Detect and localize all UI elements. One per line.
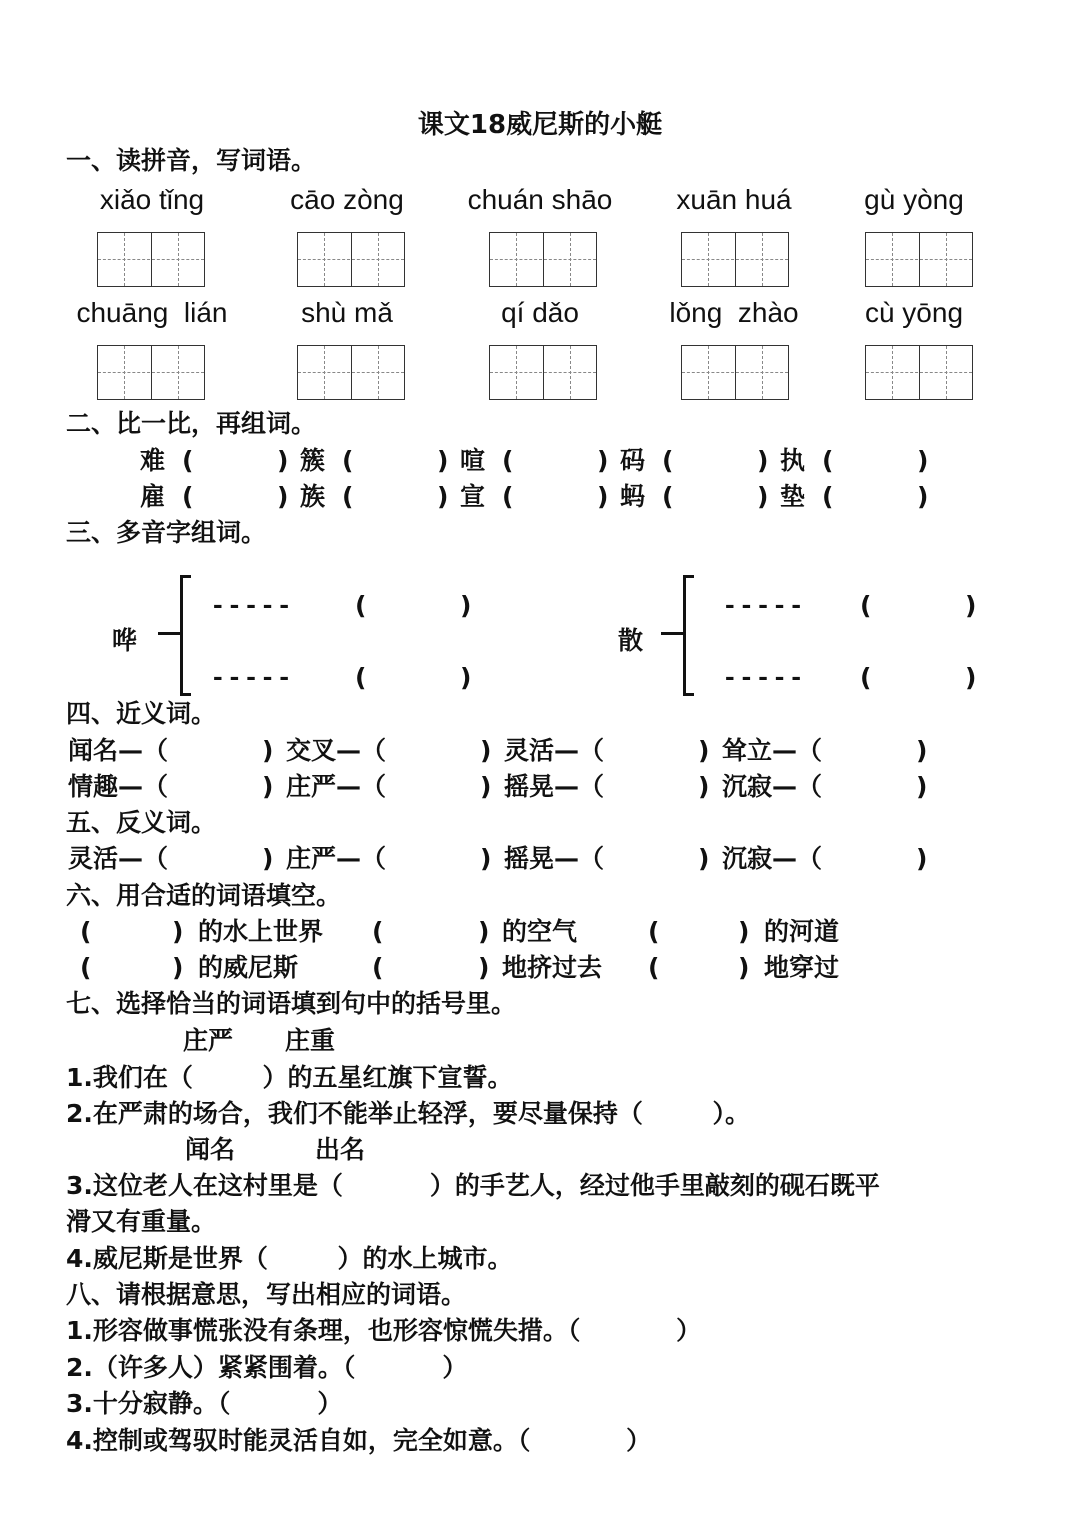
close-paren: ) [460, 663, 472, 692]
phrase-suffix: 的威尼斯 [198, 953, 299, 982]
character-grid-box[interactable] [865, 345, 973, 400]
character-grid-box[interactable] [489, 232, 597, 287]
word-pair: 交叉—（ [286, 736, 387, 765]
word-choice: 庄严 [183, 1026, 234, 1055]
pinyin-label: lǒng zhào [669, 297, 799, 328]
compare-char: 宣 [460, 482, 486, 511]
close-paren: ) [698, 736, 710, 765]
close-paren: ) [478, 917, 490, 946]
pinyin-label: gù yòng [864, 184, 964, 215]
section-1-heading: 一、读拼音，写词语。 [66, 146, 317, 175]
open-paren: ( [648, 917, 660, 946]
phrase-suffix: 地挤过去 [502, 953, 603, 982]
section-7-heading: 七、选择恰当的词语填到句中的括号里。 [66, 989, 517, 1018]
open-paren: ( [182, 446, 194, 475]
blank-line: ----- [722, 663, 806, 693]
compare-char: 蚂 [620, 482, 646, 511]
pinyin-label: xiǎo tǐng [99, 184, 205, 215]
word-pair: 闻名—（ [68, 736, 169, 765]
character-grid-box[interactable] [681, 232, 789, 287]
polyphone-char: 哗 [112, 626, 138, 655]
close-paren: ) [480, 772, 492, 801]
close-paren: ) [916, 844, 928, 873]
blank-line: ----- [210, 663, 294, 693]
close-paren: ) [262, 736, 274, 765]
close-paren: ) [478, 953, 490, 982]
open-paren: ( [342, 482, 354, 511]
pinyin-label: shù mǎ [301, 297, 393, 328]
phrase-suffix: 的水上世界 [198, 917, 324, 946]
open-paren: ( [372, 917, 384, 946]
question-3: 3.这位老人在这村里是（ ）的手艺人，经过他手里敲刻的砚石既平 [66, 1171, 880, 1200]
brace-stub-icon [661, 632, 683, 635]
close-paren: ) [738, 953, 750, 982]
answer-blank-close: ) [757, 482, 769, 511]
open-paren: ( [182, 482, 194, 511]
word-pair: 沉寂—（ [722, 772, 823, 801]
answer-blank-close: ) [757, 446, 769, 475]
answer-blank-close: ) [277, 482, 289, 511]
blank-line: ----- [722, 591, 806, 621]
compare-char: 簇 [300, 446, 326, 475]
open-paren: ( [80, 917, 92, 946]
page-title: 课文18威尼斯的小艇 [417, 110, 663, 140]
pinyin-label: cāo zòng [290, 184, 404, 215]
close-paren: ) [916, 772, 928, 801]
brace-stub-icon [158, 632, 180, 635]
section-6-heading: 六、用合适的词语填空。 [66, 881, 342, 910]
compare-char: 雇 [140, 482, 166, 511]
brace-icon [180, 575, 191, 696]
pinyin-label: cù yōng [864, 297, 964, 328]
close-paren: ) [965, 591, 977, 620]
character-grid-box[interactable] [97, 345, 205, 400]
close-paren: ) [480, 844, 492, 873]
open-paren: ( [662, 446, 674, 475]
section-4-heading: 四、近义词。 [66, 699, 217, 728]
compare-char: 难 [140, 446, 166, 475]
open-paren: ( [372, 953, 384, 982]
word-choice: 庄重 [285, 1026, 336, 1055]
open-paren: ( [822, 482, 834, 511]
character-grid-box[interactable] [297, 232, 405, 287]
close-paren: ) [738, 917, 750, 946]
polyphone-char: 散 [618, 626, 644, 655]
word-pair: 耸立—（ [722, 736, 823, 765]
answer-blank-close: ) [277, 446, 289, 475]
definition-4: 4.控制或驾驭时能灵活自如，完全如意。（ ） [66, 1426, 652, 1455]
open-paren: ( [822, 446, 834, 475]
open-paren: ( [662, 482, 674, 511]
answer-blank-close: ) [597, 482, 609, 511]
character-grid-box[interactable] [489, 345, 597, 400]
close-paren: ) [698, 772, 710, 801]
question-2: 2.在严肃的场合，我们不能举止轻浮，要尽量保持（ ）。 [66, 1099, 751, 1128]
phrase-suffix: 的空气 [502, 917, 578, 946]
close-paren: ) [965, 663, 977, 692]
open-paren: ( [648, 953, 660, 982]
word-pair: 摇晃—（ [504, 772, 605, 801]
close-paren: ) [172, 917, 184, 946]
close-paren: ) [698, 844, 710, 873]
pinyin-label: qí dǎo [501, 297, 579, 328]
open-paren: ( [860, 591, 872, 620]
compare-char: 垫 [780, 482, 806, 511]
answer-blank-close: ) [917, 446, 929, 475]
compare-char: 执 [780, 446, 806, 475]
close-paren: ) [262, 844, 274, 873]
open-paren: ( [502, 482, 514, 511]
section-5-heading: 五、反义词。 [66, 808, 217, 837]
character-grid-box[interactable] [865, 232, 973, 287]
question-1: 1.我们在（ ）的五星红旗下宣誓。 [66, 1063, 513, 1092]
pinyin-label: chuán shāo [467, 184, 613, 215]
compare-char: 族 [300, 482, 326, 511]
answer-blank-close: ) [437, 446, 449, 475]
word-pair: 灵活—（ [504, 736, 605, 765]
section-2-heading: 二、比一比，再组词。 [66, 409, 317, 438]
open-paren: ( [502, 446, 514, 475]
word-pair: 庄严—（ [286, 772, 387, 801]
question-3-cont: 滑又有重量。 [66, 1207, 217, 1236]
open-paren: ( [355, 591, 367, 620]
section-3-heading: 三、多音字组词。 [66, 518, 267, 547]
open-paren: ( [342, 446, 354, 475]
phrase-suffix: 的河道 [764, 917, 840, 946]
answer-blank-close: ) [597, 446, 609, 475]
close-paren: ) [262, 772, 274, 801]
close-paren: ) [916, 736, 928, 765]
compare-char: 喧 [460, 446, 486, 475]
word-pair: 情趣—（ [68, 772, 169, 801]
definition-2: 2.（许多人）紧紧围着。（ ） [66, 1353, 468, 1382]
word-choice: 闻名 [185, 1135, 236, 1164]
pinyin-label: chuāng lián [76, 297, 228, 328]
word-choice: 出名 [315, 1135, 366, 1164]
word-pair: 庄严—（ [286, 844, 387, 873]
compare-char: 码 [620, 446, 646, 475]
character-grid-box[interactable] [297, 345, 405, 400]
pinyin-label: xuān huá [676, 184, 792, 215]
word-pair: 灵活—（ [68, 844, 169, 873]
character-grid-box[interactable] [681, 345, 789, 400]
answer-blank-close: ) [917, 482, 929, 511]
open-paren: ( [860, 663, 872, 692]
open-paren: ( [80, 953, 92, 982]
word-pair: 沉寂—（ [722, 844, 823, 873]
answer-blank-close: ) [437, 482, 449, 511]
phrase-suffix: 地穿过 [764, 953, 840, 982]
close-paren: ) [480, 736, 492, 765]
section-8-heading: 八、请根据意思，写出相应的词语。 [66, 1280, 467, 1309]
word-pair: 摇晃—（ [504, 844, 605, 873]
close-paren: ) [172, 953, 184, 982]
definition-1: 1.形容做事慌张没有条理，也形容惊慌失措。（ ） [66, 1316, 702, 1345]
character-grid-box[interactable] [97, 232, 205, 287]
close-paren: ) [460, 591, 472, 620]
brace-icon [683, 575, 694, 696]
open-paren: ( [355, 663, 367, 692]
question-4: 4.威尼斯是世界（ ）的水上城市。 [66, 1244, 513, 1273]
definition-3: 3.十分寂静。（ ） [66, 1389, 343, 1418]
blank-line: ----- [210, 591, 294, 621]
